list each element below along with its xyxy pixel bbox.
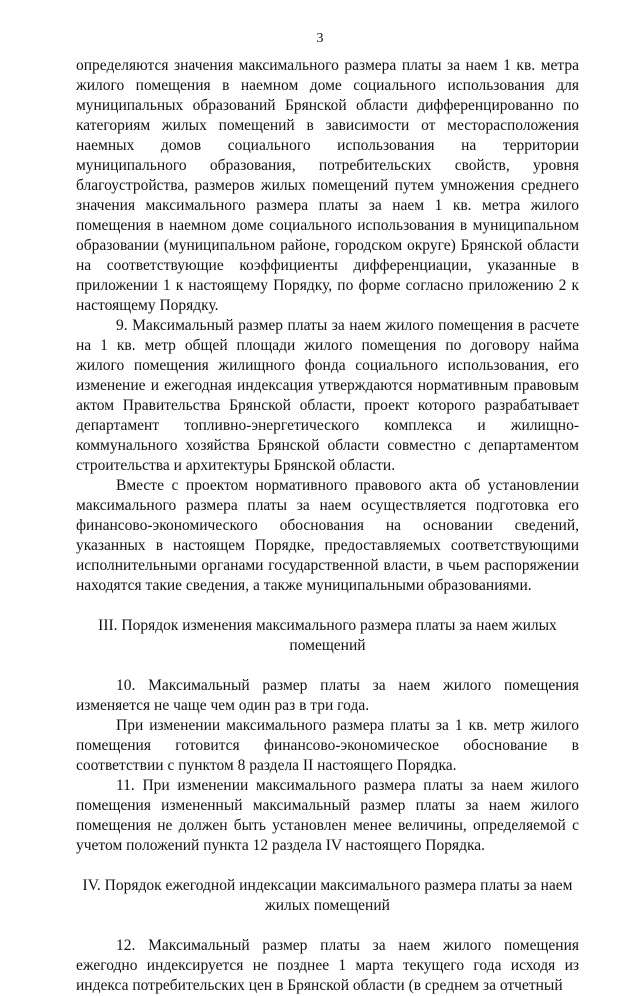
paragraph-item-12: 12. Максимальный размер платы за наем жилого помещения ежегодно индексируется не позднее 1 марта текущего года исходя из индекса потребительских цен в Брянской области (в среднем за отчетный bbox=[76, 937, 579, 994]
paragraph-change-justification: При изменении максимального размера платы за 1 кв. метр жилого помещения готовится финансово-экономическое обоснование в соответствии с пунктом 8 раздела II настоящего Порядка. bbox=[76, 717, 579, 774]
paragraph-p1: определяются значения максимального размера платы за наем 1 кв. метра жилого помещения в наемном доме социального использования для муниципальных образований Брянской области дифференцированно по категориям жилых помещений в зависимости от месторасположения наемных домов социального использования на территории муниципального образования, потребительских свойств, уровня благоустройства, размеров жилых помещений путем умножения среднего значения максимального размера платы за наем 1 кв. метра жилого помещения в наемном доме социального использования в муниципальном образовании (муниципальном районе, городском округе) Брянской области на соответствующие коэффициенты дифференциации, указанные в приложении 1 к настоящему Порядку, по форме согласно приложению 2 к настоящему Порядку. bbox=[76, 57, 579, 314]
section-heading-iii: III. Порядок изменения максимального размера платы за наем жилых помещений bbox=[98, 617, 557, 654]
section-heading-iv: IV. Порядок ежегодной индексации максимального размера платы за наем жилых помещений bbox=[82, 877, 573, 914]
page-number: 3 bbox=[316, 31, 324, 46]
paragraph-item-11: 11. При изменении максимального размера платы за наем жилого помещения измененный максимальный размер платы за наем жилого помещения не должен быть установлен менее величины, определяемой с учетом положений пункта 12 раздела IV настоящего Порядка. bbox=[76, 777, 579, 854]
paragraph-item-10: 10. Максимальный размер платы за наем жилого помещения изменяется не чаще чем один раз в три года. bbox=[76, 677, 579, 714]
paragraph-economic-justification: Вместе с проектом нормативного правового акта об установлении максимального размера платы за наем осуществляется подготовка его финансово-экономического обоснования на основании сведений, указанных в настоящем Порядке, предоставляемых соответствующими исполнительными органами государственной власти, в чьем распоряжении находятся такие сведения, а также муниципальными образованиями. bbox=[76, 477, 579, 594]
paragraph-item-9: 9. Максимальный размер платы за наем жилого помещения в расчете на 1 кв. метр общей площади жилого помещения по договору найма жилого помещения жилищного фонда социального использования, его изменение и ежегодная индексация утверждаются нормативным правовым актом Правительства Брянской области, проект которого разрабатывает департамент топливно-энергетического комплекса и жилищно-коммунального хозяйства Брянской области совместно с департаментом строительства и архитектуры Брянской области. bbox=[76, 317, 579, 474]
document-body bbox=[76, 56, 579, 996]
